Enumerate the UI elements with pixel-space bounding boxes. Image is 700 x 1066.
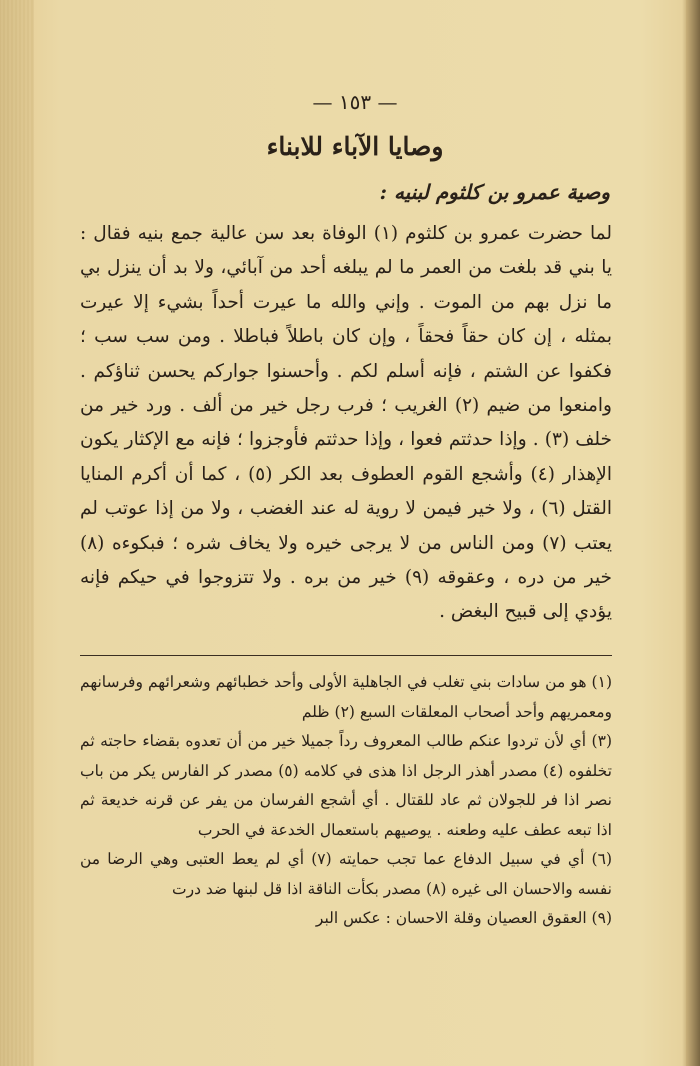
section-heading: وصية عمرو بن كلثوم لبنيه : (379, 180, 610, 204)
body-text (80, 217, 612, 630)
page-stack-edge-left (0, 0, 34, 1066)
book-page (40, 22, 670, 1042)
footnote-divider (80, 655, 612, 656)
footnote-3-5: (٣) أي لأن تردوا عنكم طالب المعروف رداً جميلا خير من أن تعدوه بقضاء حاجته ثم تخلفوه (٤) مصدر أهذر الرجل اذا هذى في كلامه (٥) مصدر كر الفارس يكر من باب نصر اذا فر للجولان ثم عاد للقتال . أي أشجع الفرسان من يفر عن قرنه خديعة ثم اذا تبعه عطف عليه وطعنه . يوصيهم باستعمال الخدعة في الحرب (80, 732, 612, 839)
page-number: — ١٥٣ — (312, 90, 398, 114)
footnote-6-8: (٦) أي في سبيل الدفاع عما تجب حمايته (٧) أي لم يعط العتبى وهي الرضا من نفسه والاحسان الى غيره (٨) مصدر بكأت الناقة اذا قل لبنها ضد درت (80, 850, 612, 898)
footnotes (80, 668, 612, 934)
book-binding-edge-right (686, 0, 700, 1066)
footnote-1-2: (١) هو من سادات بني تغلب في الجاهلية الأولى وأحد خطبائهم وشعرائهم وفرسانهم ومعمريهم وأحد أصحاب المعلقات السبع (٢) ظلم (80, 673, 612, 721)
body-paragraph: لما حضرت عمرو بن كلثوم (١) الوفاة بعد سن عالية جمع بنيه فقال : يا بني قد بلغت من العمر ما لم يبلغه أحد من آبائي، ولا بد أن ينزل بي ما نزل بهم من الموت . وإني والله ما عيرت أحداً بشيء إلا عيرت بمثله ، إن كان حقاً فحقاً ، وإن كان باطلاً فباطلا . ومن سب سب ؛ فكفوا عن الشتم ، فإنه أسلم لكم . وأحسنوا جواركم يحسن ثناؤكم . وامنعوا من ضيم (٢) الغريب ؛ فرب رجل خير من ألف . ورد خير من خلف (٣) . وإذا حدثتم فعوا ، وإذا حدثتم فأوجزوا ؛ فإنه مع الإكثار يكون الإهذار (٤) وأشجع القوم العطوف بعد الكر (٥) ، كما أن أكرم المنايا القتل (٦) ، ولا خير فيمن لا روية له عند الغضب ، ولا من إذا عوتب لم يعتب (٧) ومن الناس من لا يرجى خيره ولا يخاف شره ؛ فبكوءه (٨) خير من دره ، وعقوقه (٩) خير من بره . ولا تتزوجوا في حيكم فإنه يؤدي إلى قبيح البغض . (80, 223, 613, 623)
footnote-9: (٩) العقوق العصيان وقلة الاحسان : عكس البر (315, 909, 612, 927)
chapter-title: وصايا الآباء للابناء (266, 132, 444, 161)
